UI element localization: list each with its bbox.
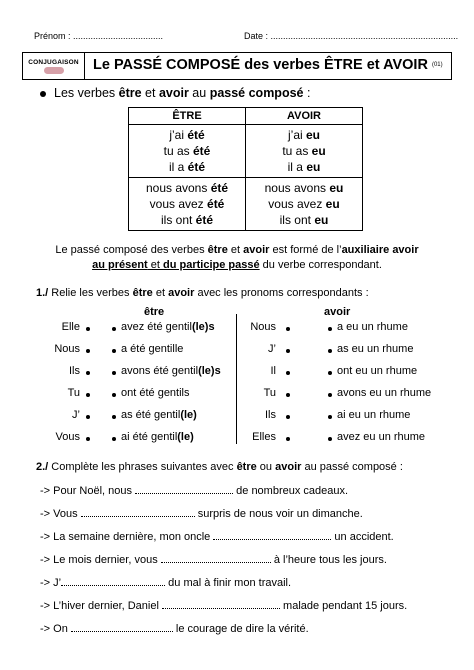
exercise-1-heading: 1./ Relie les verbes être et avoir avec les pronoms correspondants : (36, 287, 369, 299)
left-pronoun: Vous (55, 431, 80, 443)
sentence-4: -> Le mois dernier, vous à l’heure tous les jours. (40, 554, 387, 566)
answer-blank[interactable] (135, 493, 233, 494)
sentence-3: -> La semaine dernière, mon oncle un accident. (40, 531, 394, 543)
link-dot[interactable] (112, 349, 116, 353)
left-pronoun: Ils (69, 365, 80, 377)
right-pronoun: Ils (265, 409, 276, 421)
left-pronoun: Nous (54, 343, 80, 355)
sentence-1: -> Pour Noël, nous de nombreux cadeaux. (40, 485, 349, 497)
column-head-etre: être (144, 306, 165, 318)
left-verb: ont été gentils (121, 387, 190, 399)
logo-text: CONJUGAISON (28, 58, 79, 66)
link-dot[interactable] (328, 327, 332, 331)
logo-mark-icon (44, 67, 64, 74)
link-dot[interactable] (112, 415, 116, 419)
avoir-plural: nous avons eu vous avez eu ils ont eu (246, 178, 363, 231)
date-value: ........................................................................... (270, 31, 459, 41)
avoir-singular: j’ai eu tu as eu il a eu (246, 125, 363, 178)
link-dot[interactable] (112, 371, 116, 375)
link-dot[interactable] (86, 437, 90, 441)
left-pronoun: Tu (67, 387, 80, 399)
link-dot[interactable] (286, 415, 290, 419)
prenom-value: .................................... (73, 31, 164, 41)
link-dot[interactable] (328, 393, 332, 397)
prenom-label: Prénom : (34, 31, 71, 41)
link-dot[interactable] (86, 327, 90, 331)
link-dot[interactable] (286, 437, 290, 441)
header-avoir: AVOIR (246, 108, 363, 125)
intro-line: Les verbes être et avoir au passé composé : (40, 86, 310, 100)
link-dot[interactable] (328, 349, 332, 353)
etre-plural: nous avons été vous avez été ils ont été (129, 178, 246, 231)
page-title-code: (01) (431, 62, 443, 69)
rule-paragraph: Le passé composé des verbes être et avoir est formé de l’auxiliaire avoir au présent et du participe passé du verbe correspondant. (55, 244, 419, 271)
link-dot[interactable] (328, 371, 332, 375)
left-verb: as été gentil(le) (121, 409, 197, 421)
sentence-2: -> Vous surpris de nous voir un dimanche. (40, 508, 363, 520)
conjugaison-logo (23, 53, 85, 79)
page-title (93, 57, 443, 73)
link-dot[interactable] (86, 371, 90, 375)
answer-blank[interactable] (71, 631, 173, 632)
link-dot[interactable] (86, 393, 90, 397)
right-pronoun: Nous (250, 321, 276, 333)
link-dot[interactable] (328, 437, 332, 441)
date-field (244, 31, 458, 41)
link-dot[interactable] (286, 349, 290, 353)
column-divider (236, 314, 237, 444)
link-dot[interactable] (86, 349, 90, 353)
left-pronoun: Elle (61, 321, 80, 333)
right-verb: avez eu un rhume (337, 431, 426, 443)
right-verb: ont eu un rhume (337, 365, 418, 377)
header-etre: ÊTRE (129, 108, 246, 125)
page-title-text: Le PASSÉ COMPOSÉ des verbes ÊTRE et AVOIR (93, 57, 428, 73)
bullet-icon (40, 91, 46, 97)
right-verb: avons eu un rhume (337, 387, 432, 399)
right-pronoun: J’ (268, 343, 276, 355)
answer-blank[interactable] (81, 516, 195, 517)
sentence-7: -> On le courage de dire la vérité. (40, 623, 309, 635)
date-label: Date : (244, 31, 269, 41)
link-dot[interactable] (328, 415, 332, 419)
link-dot[interactable] (286, 371, 290, 375)
sentence-5: -> J’ du mal à finir mon travail. (40, 577, 292, 589)
right-verb: ai eu un rhume (337, 409, 411, 421)
link-dot[interactable] (286, 327, 290, 331)
left-verb: avez été gentil(le)s (121, 321, 215, 333)
left-verb: avons été gentil(le)s (121, 365, 221, 377)
answer-blank[interactable] (161, 562, 271, 563)
right-pronoun: Elles (252, 431, 276, 443)
left-verb: ai été gentil(le) (121, 431, 194, 443)
link-dot[interactable] (286, 393, 290, 397)
column-head-avoir: avoir (324, 306, 351, 318)
right-verb: as eu un rhume (337, 343, 414, 355)
exercise-2-heading: 2./ Complète les phrases suivantes avec être ou avoir au passé composé : (36, 461, 403, 473)
answer-blank[interactable] (162, 608, 280, 609)
title-box (22, 52, 452, 80)
answer-blank[interactable] (213, 539, 331, 540)
right-verb: a eu un rhume (337, 321, 408, 333)
prenom-field (34, 31, 163, 41)
link-dot[interactable] (86, 415, 90, 419)
sentence-6: -> L’hiver dernier, Daniel malade pendant 15 jours. (40, 600, 408, 612)
right-pronoun: Il (270, 365, 276, 377)
link-dot[interactable] (112, 437, 116, 441)
left-pronoun: J’ (72, 409, 80, 421)
link-dot[interactable] (112, 327, 116, 331)
right-pronoun: Tu (263, 387, 276, 399)
answer-blank[interactable] (61, 585, 165, 586)
etre-singular: j’ai été tu as été il a été (129, 125, 246, 178)
link-dot[interactable] (112, 393, 116, 397)
conjugation-table (128, 107, 363, 231)
left-verb: a été gentille (121, 343, 184, 355)
